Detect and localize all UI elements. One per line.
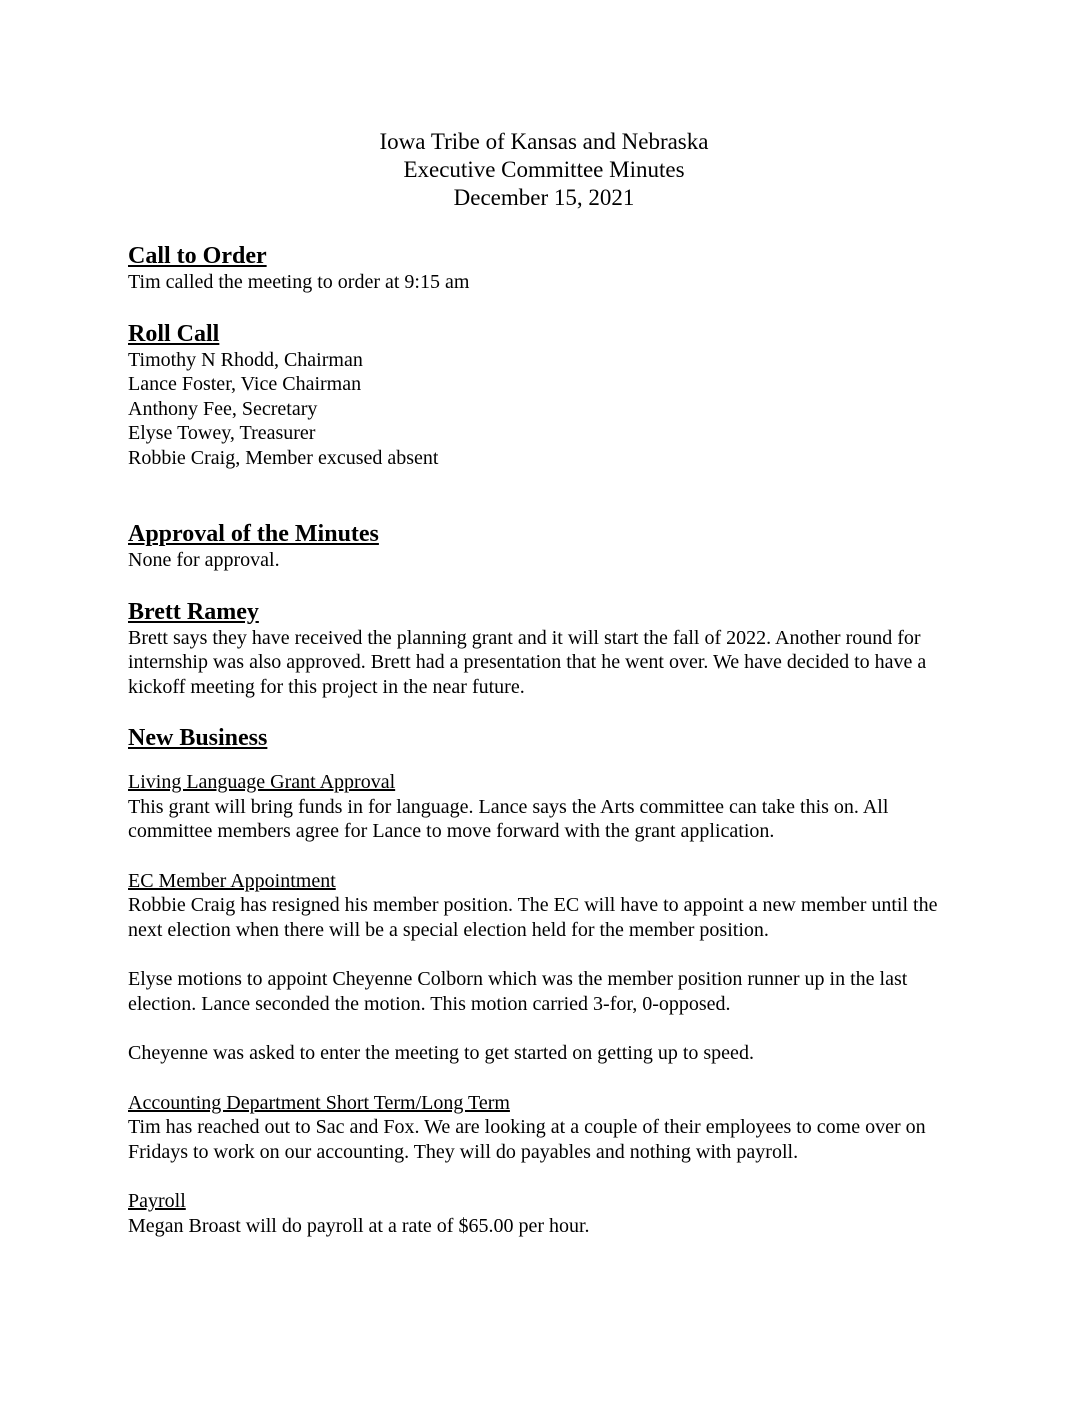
meeting-date: December 15, 2021: [453, 185, 635, 210]
accounting-title: Accounting Department Short Term/Long Term: [128, 1091, 510, 1114]
brett-ramey-heading: Brett Ramey: [128, 598, 259, 625]
payroll-title: Payroll: [128, 1190, 186, 1212]
living-language-title: Living Language Grant Approval: [128, 771, 396, 793]
payroll-text: Megan Broast will do payroll at a rate of $65.00 per hour.: [128, 1214, 590, 1237]
brett-ramey-text: Brett says they have received the planning grant and it will start the fall of 2022. Another round for internship was also approved. Brett had a presentation that he went over. We have decided to have a kickoff meeting for this project in the near future.: [128, 626, 927, 698]
organization-name: Iowa Tribe of Kansas and Nebraska: [379, 129, 709, 154]
document-header: [0, 128, 1088, 212]
roll-call-heading: Roll Call: [128, 320, 220, 347]
ec-member-cheyenne-text: Cheyenne was asked to enter the meeting to get started on getting up to speed.: [128, 1042, 754, 1064]
new-business-heading: New Business: [128, 725, 268, 751]
roll-call-member: Anthony Fee, Secretary: [128, 397, 318, 420]
call-to-order-heading: Call to Order: [128, 243, 267, 269]
document-body: [128, 242, 968, 1238]
roll-call-member: Robbie Craig, Member excused absent: [128, 446, 439, 469]
roll-call-member: Lance Foster, Vice Chairman: [128, 373, 362, 395]
document-title: Executive Committee Minutes: [403, 157, 685, 182]
ec-member-motion-text: Elyse motions to appoint Cheyenne Colborn which was the member position runner up in the last election. Lance seconded the motion. This motion carried 3-for, 0-opposed.: [128, 968, 908, 1015]
roll-call-member: Timothy N Rhodd, Chairman: [128, 348, 363, 371]
ec-member-title: EC Member Appointment: [128, 869, 336, 892]
approval-text: None for approval.: [128, 549, 280, 571]
living-language-text: This grant will bring funds in for language. Lance says the Arts committee can take this on. All committee members agree for Lance to move forward with the grant application.: [128, 795, 889, 842]
ec-member-text: Robbie Craig has resigned his member position. The EC will have to appoint a new member until the next election when there will be a special election held for the member position.: [128, 894, 938, 941]
roll-call-member: Elyse Towey, Treasurer: [128, 422, 316, 444]
call-to-order-text: Tim called the meeting to order at 9:15 am: [128, 271, 470, 293]
accounting-text: Tim has reached out to Sac and Fox. We are looking at a couple of their employees to come over on Fridays to work on our accounting. They will do payables and nothing with payroll.: [128, 1116, 926, 1163]
approval-heading: Approval of the Minutes: [128, 521, 379, 547]
